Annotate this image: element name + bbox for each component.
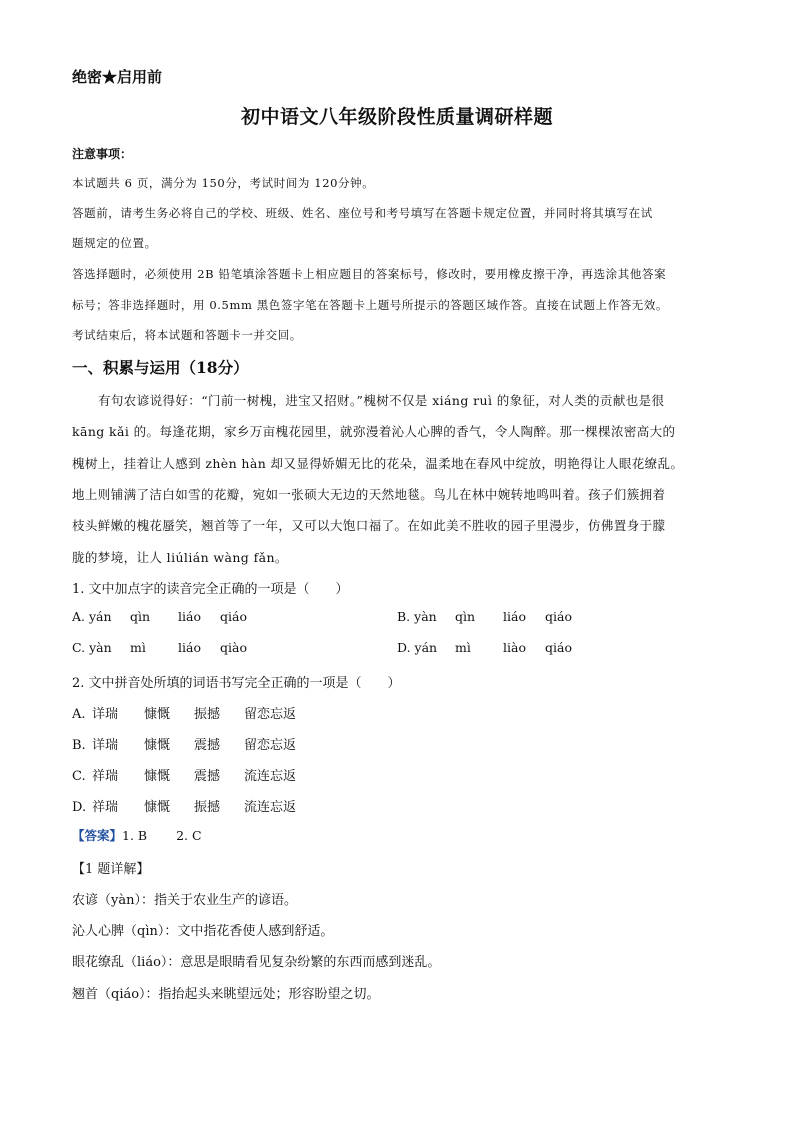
detail-heading: 【1 题详解】: [72, 862, 150, 877]
question-1-stem: 1. 文中加点字的读音完全正确的一项是（ ）: [72, 582, 349, 597]
notice-heading: 注意事项：: [72, 147, 133, 161]
option-word: 留恋忘返: [244, 738, 297, 753]
option-reading: liào: [503, 640, 526, 655]
passage-line: kāng kǎi 的。每逢花期，家乡万亩槐花园里，就弥漫着沁人心脾的香气，令人陶醉。那一棵棵浓密高大的: [72, 424, 676, 439]
option-reading: liáo: [503, 609, 526, 624]
option-word: 震撼: [194, 769, 221, 784]
option-word: 祥瑞: [92, 769, 119, 784]
question-2-option-a: [72, 703, 296, 722]
passage-line: 枝头鲜嫩的槐花蜃笑，翘首等了一年，又可以大饱口福了。在如此美不胜收的园子里漫步，仿佛置身于朦: [72, 518, 666, 533]
option-label: C.: [72, 769, 86, 784]
section-heading: 一、积累与运用（18分）: [72, 358, 249, 377]
passage-line: 有句农谚说得好：“门前一树槐，进宝又招财。”槐树不仅是 xiáng ruì 的象征，对人类的贡献也是很: [98, 393, 665, 408]
question-1-option-d: [397, 640, 572, 655]
option-word: 慷慨: [144, 738, 171, 753]
option-reading: mì: [455, 640, 471, 655]
option-label: B. yàn: [397, 609, 437, 624]
option-reading: qiáo: [220, 609, 247, 624]
option-reading: liáo: [178, 609, 201, 624]
option-label: D. yán: [397, 640, 438, 655]
detail-line: 眼花缭乱（liáo）：意思是眼睛看见复杂纷繁的东西而感到迷乱。: [72, 955, 441, 970]
answer-tag: 【答案】: [72, 828, 123, 843]
question-1-option-c: [72, 640, 247, 655]
option-word: 详瑞: [92, 707, 119, 722]
option-label: A.: [72, 707, 86, 722]
option-label: B.: [72, 738, 86, 753]
option-reading: mì: [130, 640, 146, 655]
option-word: 振撼: [194, 707, 221, 722]
passage-line: 胧的梦境，让人 liúlián wàng fǎn。: [72, 550, 288, 565]
option-word: 震撼: [194, 738, 221, 753]
page-title: 初中语文八年级阶段性质量调研样题: [240, 106, 553, 128]
option-word: 留恋忘返: [244, 707, 297, 722]
option-word: 慷慨: [144, 769, 171, 784]
confidential-label: 绝密★启用前: [72, 68, 163, 86]
option-reading: qìn: [455, 609, 476, 624]
answer-line: [72, 826, 202, 844]
detail-line: 农谚（yàn）：指关于农业生产的谚语。: [72, 893, 297, 908]
question-2-stem: 2. 文中拼音处所填的词语书写完全正确的一项是（ ）: [72, 676, 401, 691]
option-word: 祥瑞: [92, 800, 119, 815]
detail-line: 沁人心脾（qìn）：文中指花香使人感到舒适。: [72, 924, 334, 939]
notice-line: 本试题共 6 页，满分为 150分，考试时间为 120分钟。: [72, 176, 375, 190]
option-label: D.: [72, 800, 87, 815]
option-word: 慷慨: [144, 707, 171, 722]
option-word: 流连忘返: [244, 769, 297, 784]
question-2-option-b: [72, 734, 296, 753]
question-2-option-c: [72, 765, 296, 784]
notice-line: 答选择题时，必须使用 2B 铅笔填涂答题卡上相应题目的答案标号，修改时，要用橡皮擦干净，再选涂其他答案: [72, 267, 667, 281]
notice-line: 标号；答非选择题时，用 0.5mm 黑色签字笔在答题卡上题号所提示的答题区域作答。直接在试题上作答无效。: [72, 298, 669, 312]
option-word: 详瑞: [92, 738, 119, 753]
option-word: 振撼: [194, 800, 221, 815]
option-reading: qiáo: [545, 640, 572, 655]
question-1-option-a: [72, 609, 247, 624]
notice-line: 题规定的位置。: [72, 236, 157, 250]
notice-line: 考试结束后，将本试题和答题卡一并交回。: [72, 328, 302, 342]
answer-text: 1. B 2. C: [122, 828, 202, 843]
option-label: C. yàn: [72, 640, 112, 655]
detail-line: 翘首（qiáo）：指抬起头来眺望远处；形容盼望之切。: [72, 987, 380, 1002]
option-word: 流连忘返: [244, 800, 297, 815]
passage-line: 地上则铺满了洁白如雪的花瓣，宛如一张硕大无边的天然地毯。鸟儿在林中婉转地鸣叫着。孩子们簇拥着: [72, 487, 666, 502]
question-2-option-d: [72, 796, 296, 815]
option-reading: qiáo: [545, 609, 572, 624]
passage-line: 槐树上，挂着让人感到 zhèn hàn 却又显得娇媚无比的花朵，温柔地在春风中绽放，明艳得让人眼花缭乱。: [72, 456, 684, 471]
option-word: 慷慨: [144, 800, 171, 815]
option-reading: qiào: [220, 640, 247, 655]
option-label: A. yán: [72, 609, 112, 624]
option-reading: liáo: [178, 640, 201, 655]
notice-line: 答题前，请考生务必将自己的学校、班级、姓名、座位号和考号填写在答题卡规定位置，并同时将其填写在试: [72, 206, 653, 220]
question-1-option-b: [397, 609, 572, 624]
option-reading: qìn: [130, 609, 151, 624]
